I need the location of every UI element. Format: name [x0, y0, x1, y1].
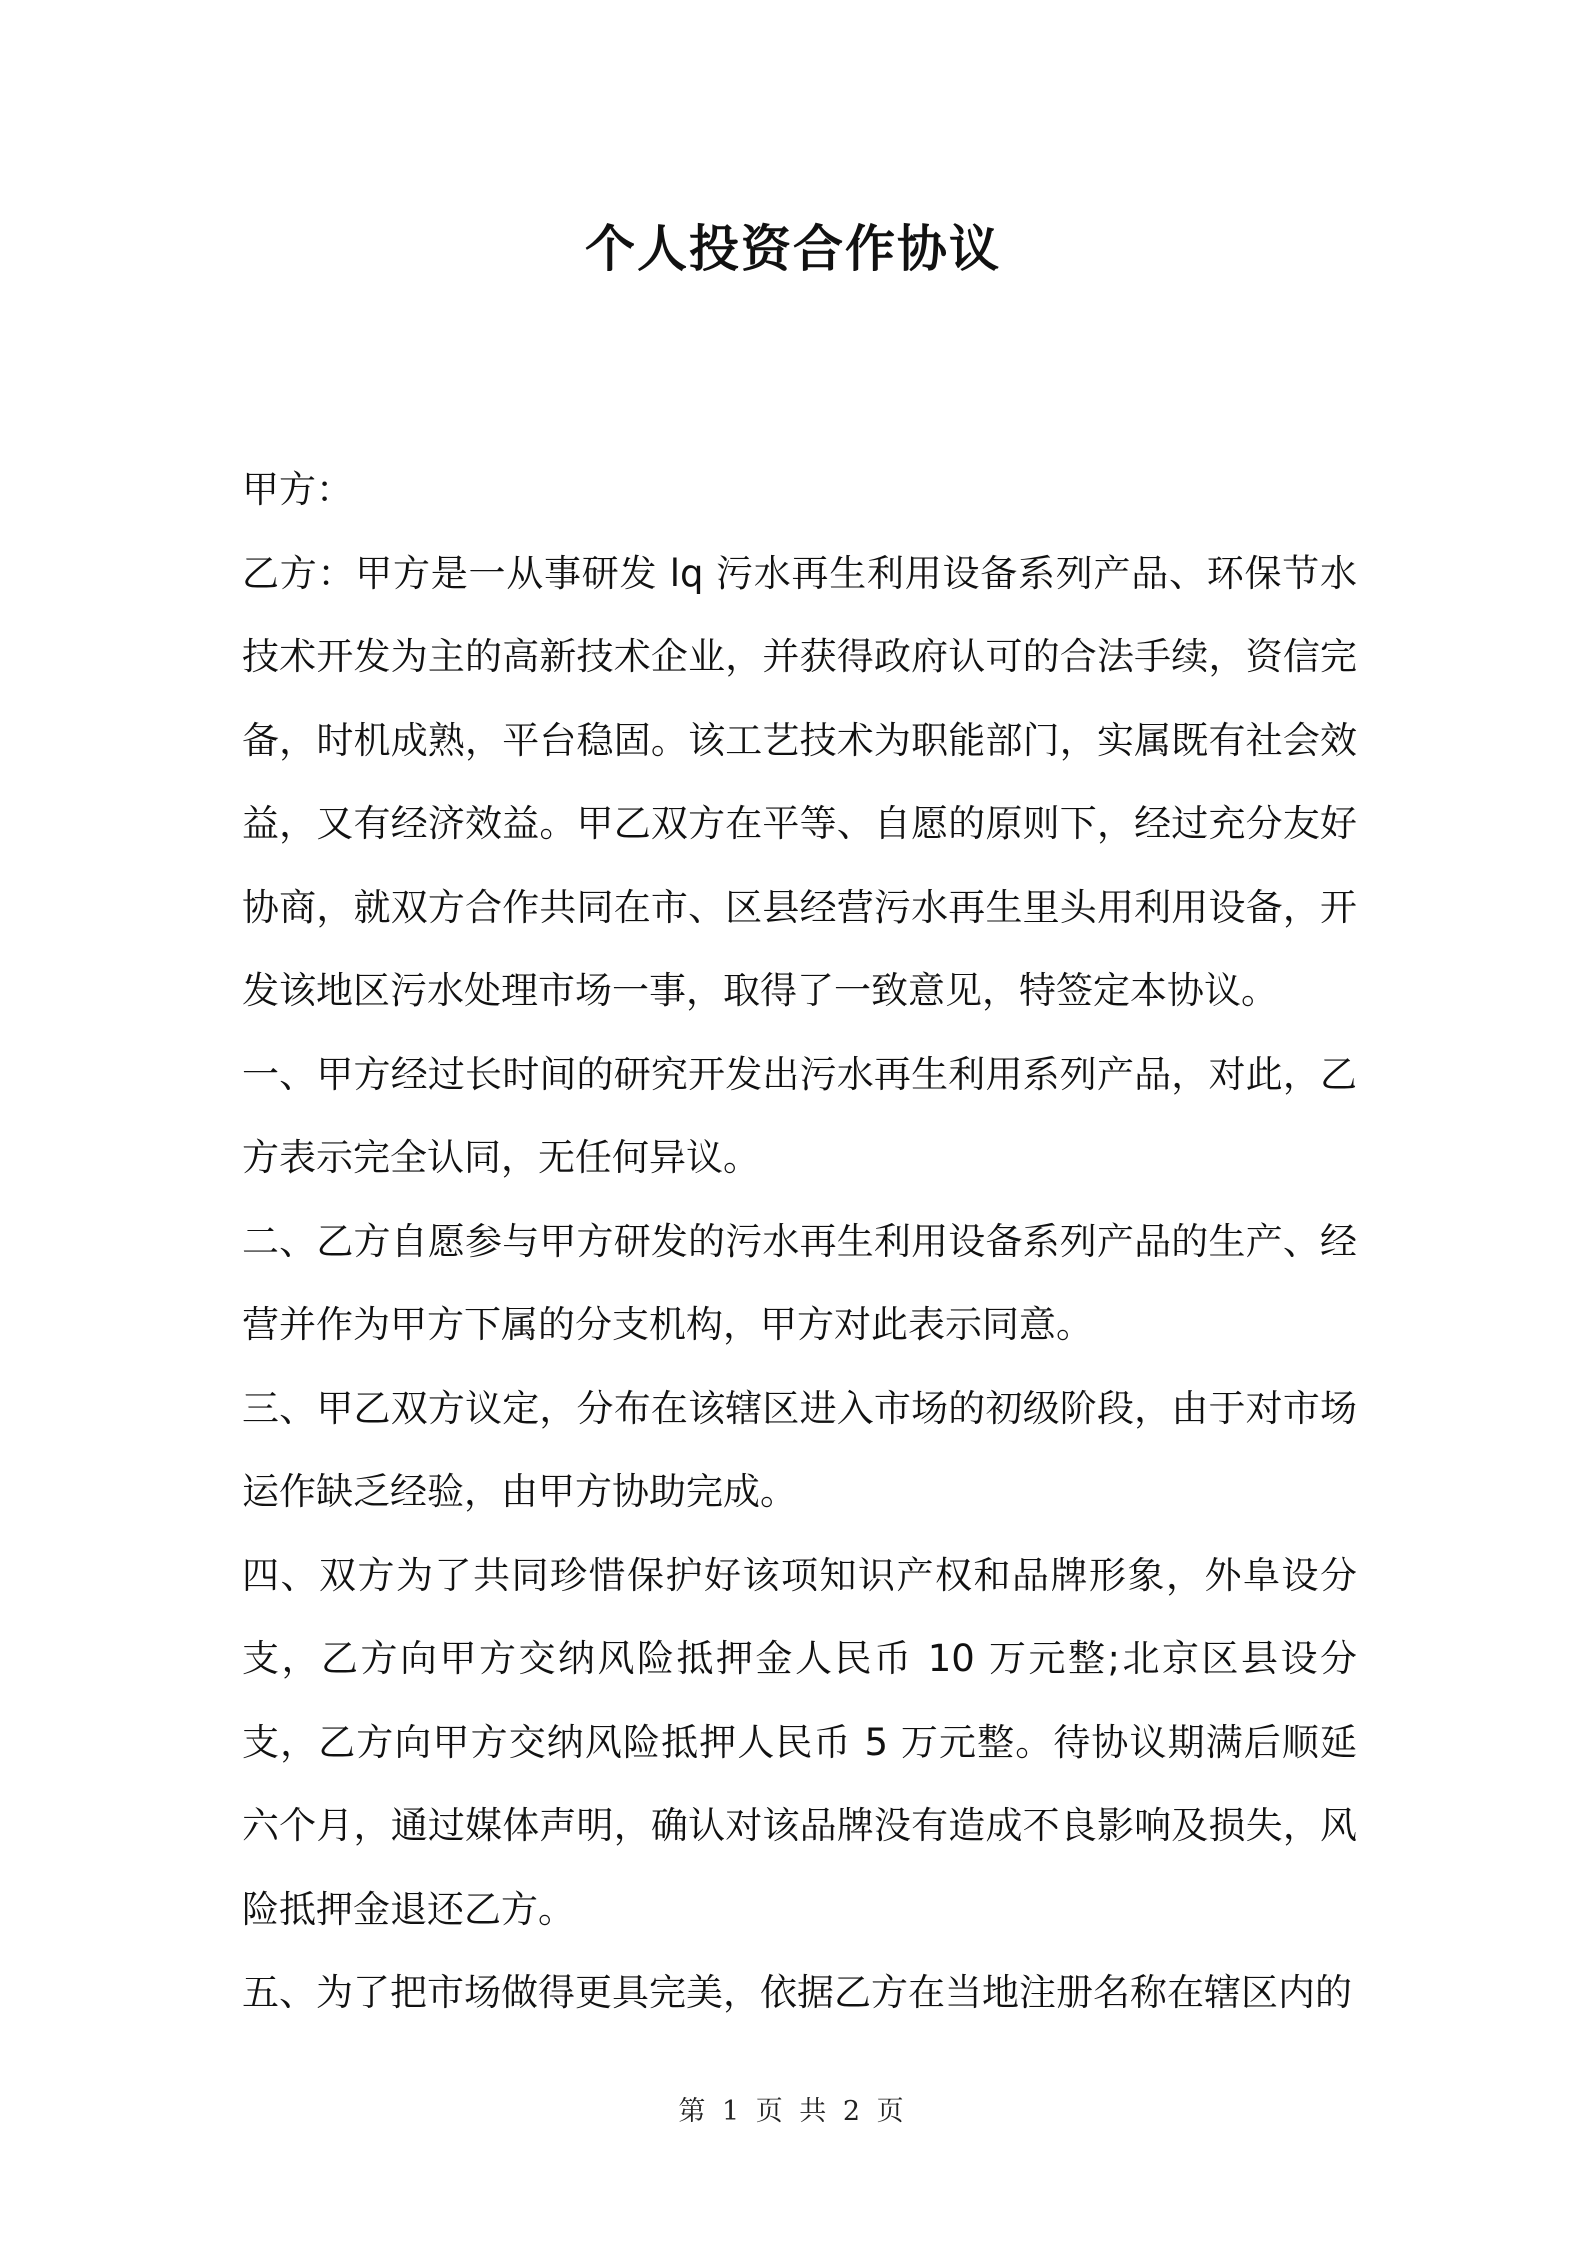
party-a-line: 甲方：	[242, 468, 353, 511]
clause-4-paragraph: 四、双方为了共同珍惜保护好该项知识产权和品牌形象，外阜设分支，乙方向甲方交纳风险抵押金人民币 10 万元整;北京区县设分支，乙方向甲方交纳风险抵押人民币 5 万元整。待协议期满后顺延六个月，通过媒体声明，确认对该品牌没有造成不良影响及损失，风险抵押金退还乙方。	[242, 1553, 1357, 1931]
clause-2-paragraph: 二、乙方自愿参与甲方研发的污水再生利用设备系列产品的生产、经营并作为甲方下属的分支机构，甲方对此表示同意。	[242, 1219, 1357, 1346]
clause-5-paragraph: 五、为了把市场做得更具完美，依据乙方在当地注册名称在辖区内的	[242, 1971, 1352, 2014]
document-title: 个人投资合作协议	[585, 220, 1001, 278]
document-body	[242, 448, 1357, 2035]
party-b-intro-paragraph: 乙方：甲方是一从事研发 lq 污水再生利用设备系列产品、环保节水技术开发为主的高新技术企业，并获得政府认可的合法手续，资信完备，时机成熟，平台稳固。该工艺技术为职能部门，实属既有社会效益，又有经济效益。甲乙双方在平等、自愿的原则下，经过充分友好协商，就双方合作共同在市、区县经营污水再生里头用利用设备，开发该地区污水处理市场一事，取得了一致意见，特签定本协议。	[242, 551, 1357, 1012]
clause-1-paragraph: 一、甲方经过长时间的研究开发出污水再生利用系列产品，对此，乙方表示完全认同，无任何异议。	[242, 1052, 1357, 1179]
clause-3-paragraph: 三、甲乙双方议定，分布在该辖区进入市场的初级阶段，由于对市场运作缺乏经验，由甲方协助完成。	[242, 1386, 1357, 1513]
page-number-footer: 第 1 页 共 2 页	[678, 2096, 908, 2127]
